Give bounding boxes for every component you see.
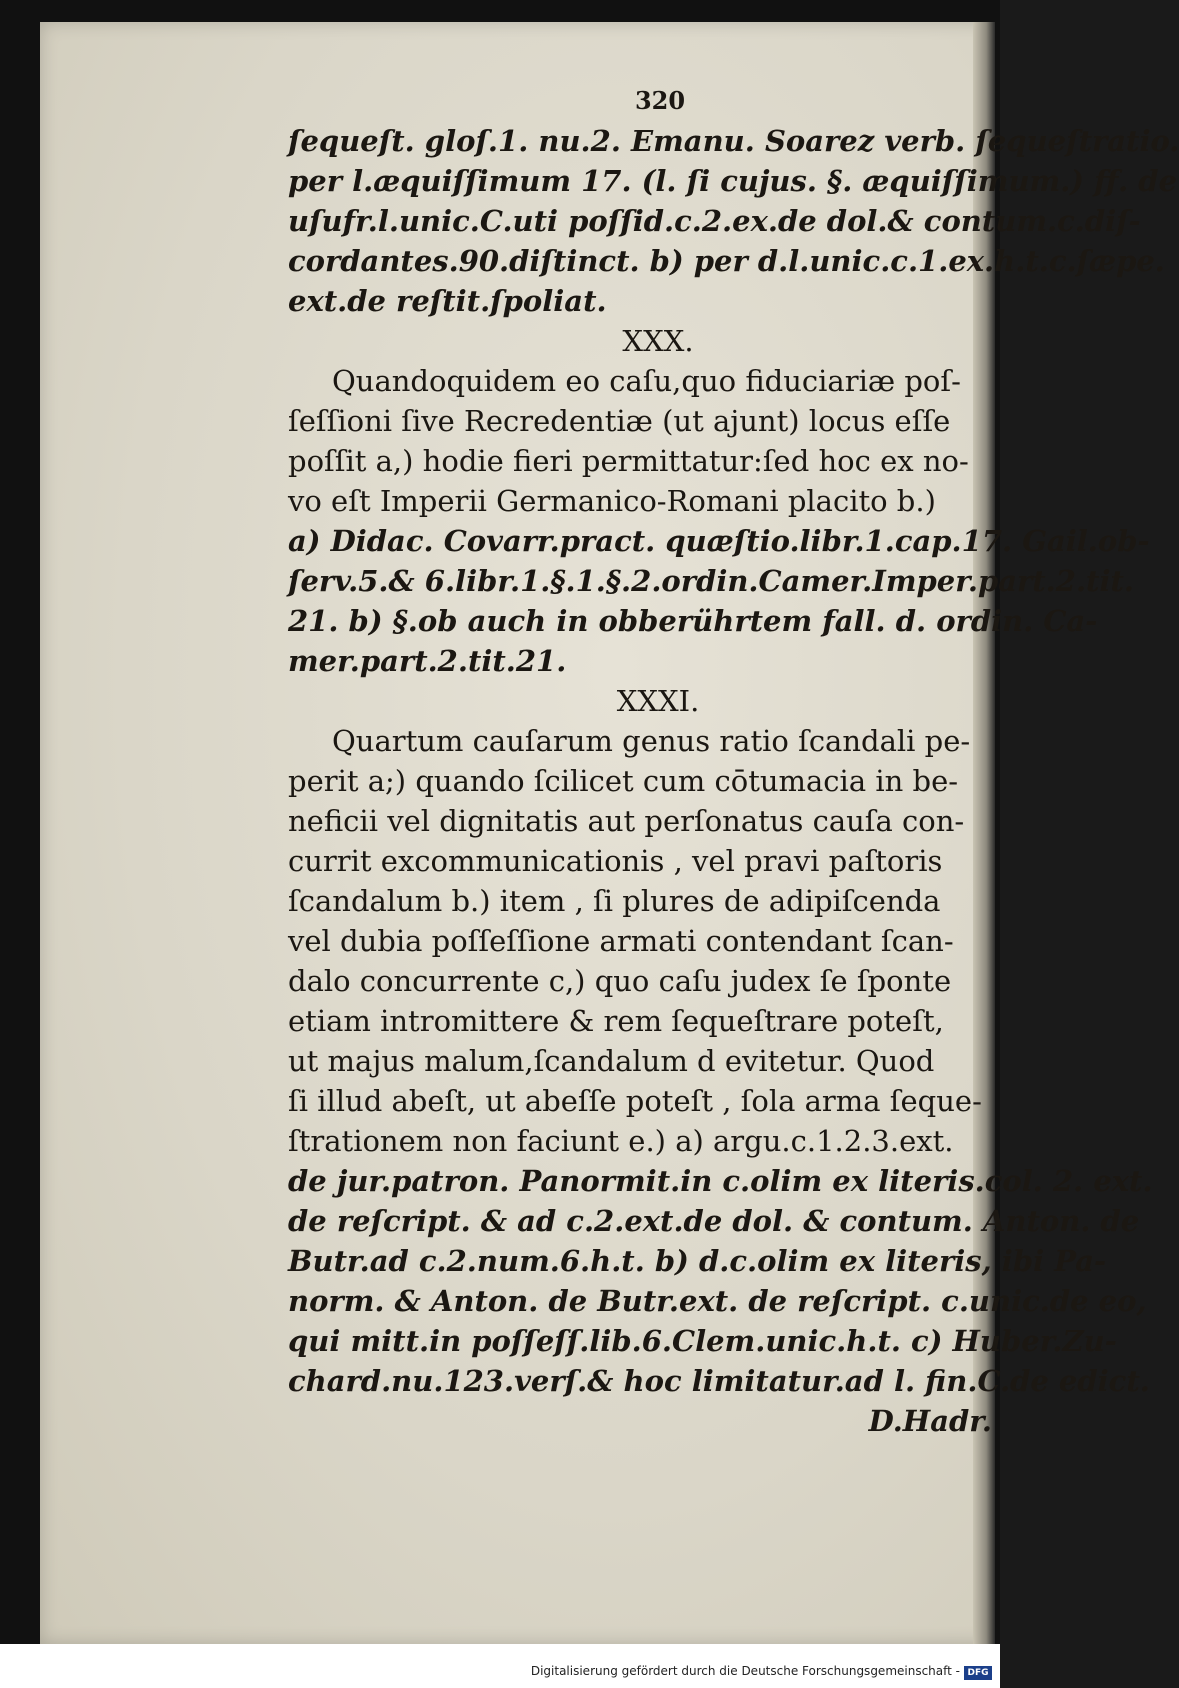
page-number: 320 bbox=[634, 86, 686, 115]
text-line: chard.nu.123.verſ.& hoc limitatur.ad l. fin.C.de edict. bbox=[288, 1364, 1150, 1398]
text-line: 21. b) §.ob auch in obberührtem fall. d. ordin. Ca- bbox=[288, 604, 1098, 638]
text-line: de jur.patron. Panormit.in c.olim ex literis.col. 2. ext. bbox=[288, 1164, 1153, 1198]
text-line: a) Didac. Covarr.pract. quæſtio.libr.1.cap.17. Gail.ob- bbox=[288, 524, 1150, 558]
text-line: cordantes.90.diſtinct. b) per d.l.unic.c.1.ex.h.t.c.ſæpe. bbox=[288, 244, 1165, 278]
text-line: poſſit a,) hodie fieri permittatur:ſed hoc ex no- bbox=[288, 444, 969, 478]
footer-bar bbox=[0, 1644, 1000, 1688]
text-line: uſufr.l.unic.C.uti poſſid.c.2.ex.de dol.& contum.c.diſ- bbox=[288, 204, 1141, 238]
text-line: etiam intromittere & rem ſequeſtrare poteſt, bbox=[288, 1004, 944, 1038]
text-line: dalo concurrente c,) quo caſu judex ſe ſponte bbox=[288, 964, 952, 998]
text-line: ſi illud abeſt, ut abeſſe poteſt , ſola arma ſeque- bbox=[288, 1084, 982, 1118]
text-line: neficii vel dignitatis aut perſonatus cauſa con- bbox=[288, 804, 965, 838]
dfg-logo-icon: DFG bbox=[964, 1666, 992, 1680]
footer-credit: Digitalisierung gefördert durch die Deutsche Forschungsgemeinschaft - bbox=[530, 1664, 960, 1678]
text-line: norm. & Anton. de Butr.ext. de reſcript. c.unic.de eo, bbox=[288, 1284, 1147, 1318]
text-line: ſcandalum b.) item , ſi plures de adipiſcenda bbox=[288, 884, 941, 918]
text-line: per l.æquiſſimum 17. (l. ſi cujus. §. æquiſſimum.) ff. de bbox=[288, 164, 1178, 198]
text-line: ſeſſioni ſive Recredentiæ (ut ajunt) locus eſſe bbox=[288, 404, 951, 438]
text-line: de reſcript. & ad c.2.ext.de dol. & contum. Anton. de bbox=[288, 1204, 1140, 1238]
text-line: ext.de reſtit.ſpoliat. bbox=[288, 284, 607, 318]
section-heading-xxx: XXX. bbox=[622, 324, 694, 358]
text-line: Quandoquidem eo caſu,quo fiduciariæ poſ- bbox=[332, 364, 961, 398]
text-line: ut majus malum,ſcandalum d evitetur. Quod bbox=[288, 1044, 935, 1078]
text-line: ſequeſt. gloſ.1. nu.2. Emanu. Soarez verb. ſequeſtratio. bbox=[288, 124, 1179, 158]
text-line: Butr.ad c.2.num.6.h.t. b) d.c.olim ex literis, ibi Pa- bbox=[288, 1244, 1107, 1278]
text-line: Quartum cauſarum genus ratio ſcandali pe- bbox=[332, 724, 971, 758]
text-line: ſerv.5.& 6.libr.1.§.1.§.2.ordin.Camer.Imper.part.2.tit. bbox=[288, 564, 1134, 598]
section-heading-xxxi: XXXI. bbox=[616, 684, 700, 718]
text-line: qui mitt.in poſſeſſ.lib.6.Clem.unic.h.t. c) Huber.Zu- bbox=[288, 1324, 1117, 1358]
text-line: mer.part.2.tit.21. bbox=[288, 644, 567, 678]
text-line: ſtrationem non faciunt e.) a) argu.c.1.2.3.ext. bbox=[288, 1124, 954, 1158]
text-line: perit a;) quando ſcilicet cum cōtumacia in be- bbox=[288, 764, 959, 798]
text-line: vel dubia poſſeſſione armati contendant ſcan- bbox=[288, 924, 954, 958]
text-line: vo eſt Imperii Germanico-Romani placito b.) bbox=[288, 484, 936, 518]
catchword: D.Hadr. bbox=[868, 1404, 992, 1438]
page-text bbox=[288, 86, 1179, 1441]
text-line: currit excommunicationis , vel pravi paſtoris bbox=[288, 844, 943, 878]
